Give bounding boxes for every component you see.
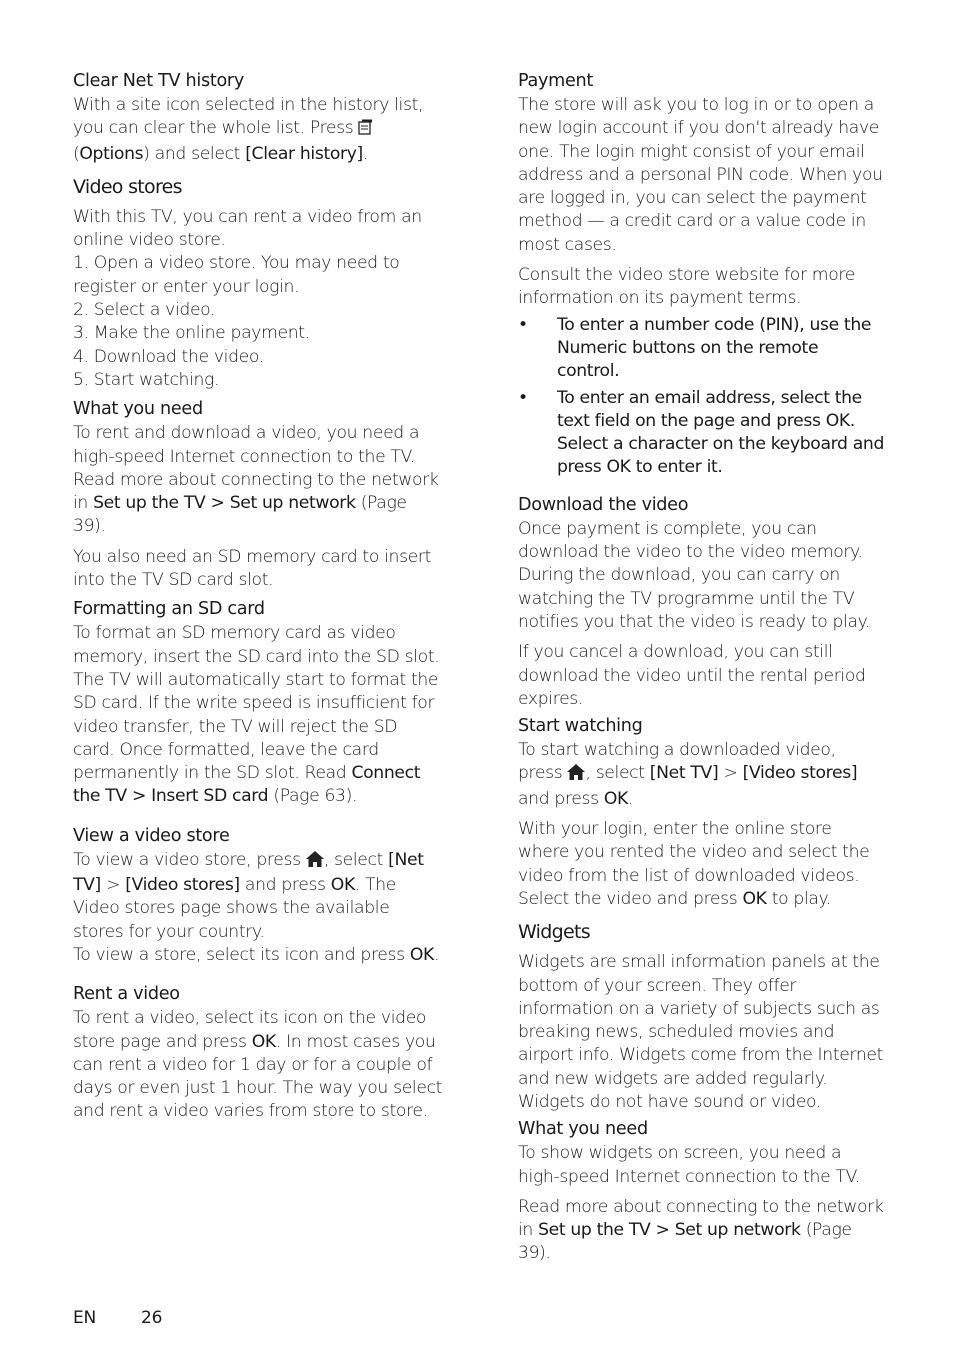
home-icon <box>567 764 585 787</box>
rent-video-text: To rent a video, select its icon on the video store page and press OK. In most cases you can rent a video for 1 day or for a couple of days or even just 1 hour. The way you select and rent a video varies from store to store. <box>73 1008 443 1122</box>
video-stores-step: 3. Make the online payment. <box>73 323 310 344</box>
clear-history-text: With a site icon selected in the history list, you can clear the whole list. Press (Options) and select [Clear history]. <box>73 95 424 164</box>
widgets-text: Widgets are small information panels at the bottom of your screen. They offer information on a variety of subjects such as breaking news, scheduled movies and airport info. Widgets come from the Internet and new widgets are added regularly. Widgets do not have sound or video. <box>518 952 883 1112</box>
link-set-up-network[interactable]: Set up the TV > Set up network <box>93 493 356 514</box>
video-stores-intro: With this TV, you can rent a video from an online video store. <box>73 206 422 251</box>
widgets-network-text: Read more about connecting to the network in Set up the TV > Set up network (Page 39). <box>518 1196 884 1264</box>
payment-bullets <box>518 314 884 480</box>
video-stores-step: 4. Download the video. <box>73 346 264 367</box>
heading-start-watching: Start watching <box>518 716 643 737</box>
sd-card-text: You also need an SD memory card to insert into the TV SD card slot. <box>73 546 432 591</box>
payment-text: The store will ask you to log in or to open a new login account if you don't already have one. The login might consist of your email address and a personal PIN code. When you are logged in, you can select the payment method — a credit card or a value code in most cases. <box>518 95 883 255</box>
right-column <box>518 68 884 1266</box>
heading-view-store: View a video store <box>73 825 230 846</box>
heading-download: Download the video <box>518 494 689 515</box>
video-stores-step: 5. Start watching. <box>73 369 220 390</box>
view-store-text-2: To view a store, select its icon and press OK. <box>73 944 440 965</box>
payment-terms-text: Consult the video store website for more information on its payment terms. <box>518 265 855 309</box>
heading-clear-history: Clear Net TV history <box>73 71 244 91</box>
view-store-text: To view a video store, press , select [Net TV] > [Video stores] and press OK. The Video stores page shows the available stores for your country. <box>73 849 424 942</box>
heading-video-stores: Video stores <box>73 175 182 198</box>
left-column <box>73 68 443 1124</box>
heading-rent-video: Rent a video <box>73 984 180 1005</box>
link-insert-sd-card[interactable]: Connect the TV > Insert SD card <box>73 763 421 807</box>
video-stores-step: 2. Select a video. <box>73 300 216 321</box>
heading-payment: Payment <box>518 71 593 91</box>
widgets-need-text: To show widgets on screen, you need a high-speed Internet connection to the TV. <box>518 1143 860 1187</box>
page-footer <box>73 1308 162 1328</box>
heading-formatting-sd: Formatting an SD card <box>73 599 265 620</box>
video-stores-step: 1. Open a video store. You may need to register or enter your login. <box>73 253 400 297</box>
download-cancel-text: If you cancel a download, you can still download the video until the rental period expires. <box>518 642 866 709</box>
link-set-up-network[interactable]: Set up the TV > Set up network <box>538 1220 801 1241</box>
formatting-text: To format an SD memory card as video memory, insert the SD card into the SD slot. The TV will automatically start to format the SD card. If the write speed is insufficient for video transfer, the TV will reject the SD card. Once formatted, leave the card permanently in the SD slot. Read Connect the TV > Insert SD card (Page 63). <box>73 623 440 807</box>
footer-language: EN <box>73 1308 97 1328</box>
page-number: 26 <box>141 1308 163 1328</box>
list-item: • To enter an email address, select the text field on the page and press OK. Select a character on the keyboard and press OK to enter it. <box>518 387 884 480</box>
options-icon <box>358 119 373 142</box>
start-watching-text: To start watching a downloaded video, press , select [Net TV] > [Video stores] and press OK. <box>518 740 858 809</box>
download-text: Once payment is complete, you can download the video to the video memory. During the download, you can carry on watching the TV programme until the TV notifies you that the video is ready to play. <box>518 518 871 632</box>
home-icon <box>306 851 324 874</box>
heading-what-you-need: What you need <box>73 399 203 420</box>
heading-widgets: Widgets <box>518 921 590 944</box>
list-item: • To enter a number code (PIN), use the Numeric buttons on the remote control. <box>518 314 884 384</box>
what-you-need-text: To rent and download a video, you need a high-speed Internet connection to the TV. Read more about connecting to the network in Set up the TV > Set up network (Page 39). <box>73 423 439 537</box>
heading-widgets-what-you-need: What you need <box>518 1119 648 1140</box>
start-watching-login-text: With your login, enter the online store where you rented the video and select the video from the list of downloaded videos. Select the video and press OK to play. <box>518 819 870 909</box>
